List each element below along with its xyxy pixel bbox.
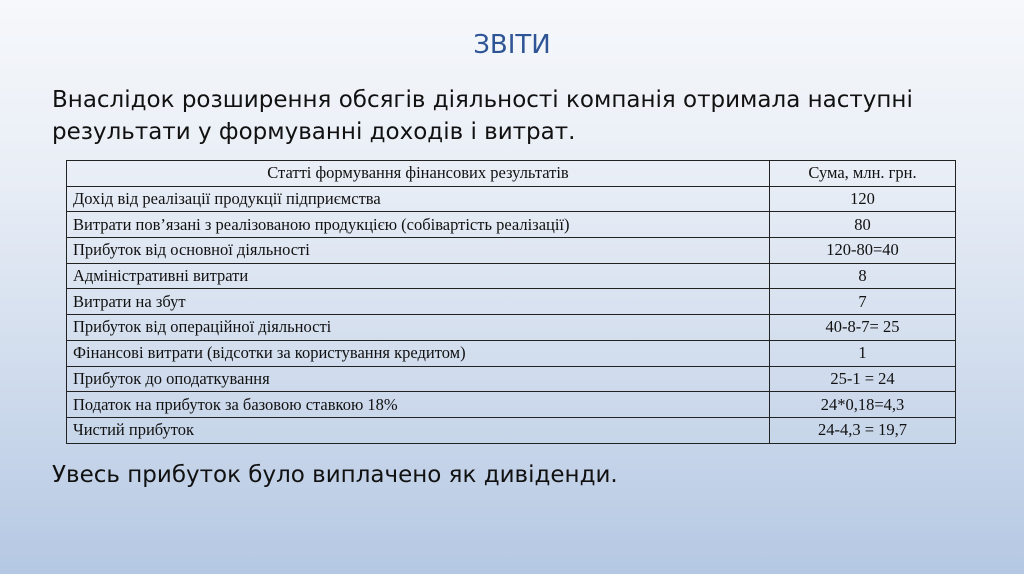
row-label: Прибуток від основної діяльності — [67, 238, 770, 264]
row-label: Прибуток до оподаткування — [67, 366, 770, 392]
table-row — [67, 392, 956, 418]
row-label: Прибуток від операційної діяльності — [67, 315, 770, 341]
row-label: Дохід від реалізації продукції підприємства — [67, 186, 770, 212]
row-label: Витрати пов’язані з реалізованою продукцією (собівартість реалізації) — [67, 212, 770, 238]
column-header-amount: Сума, млн. грн. — [770, 161, 956, 187]
column-header-items: Статті формування фінансових результатів — [67, 161, 770, 187]
table-row — [67, 238, 956, 264]
table-row — [67, 340, 956, 366]
table-header-row — [67, 161, 956, 187]
row-amount: 25-1 = 24 — [770, 366, 956, 392]
table-row — [67, 263, 956, 289]
table-row — [67, 186, 956, 212]
row-amount: 40-8-7= 25 — [770, 315, 956, 341]
row-label: Податок на прибуток за базовою ставкою 18% — [67, 392, 770, 418]
row-amount: 120 — [770, 186, 956, 212]
row-label: Адміністративні витрати — [67, 263, 770, 289]
row-amount: 7 — [770, 289, 956, 315]
table-row — [67, 366, 956, 392]
table-row — [67, 289, 956, 315]
table-row — [67, 315, 956, 341]
table-row — [67, 417, 956, 443]
row-label: Фінансові витрати (відсотки за користування кредитом) — [67, 340, 770, 366]
row-amount: 120-80=40 — [770, 238, 956, 264]
row-amount: 80 — [770, 212, 956, 238]
slide-title: ЗВІТИ — [473, 30, 551, 60]
row-label: Витрати на збут — [67, 289, 770, 315]
financial-results-table — [66, 160, 956, 444]
row-amount: 8 — [770, 263, 956, 289]
table-row — [67, 212, 956, 238]
row-label: Чистий прибуток — [67, 417, 770, 443]
intro-paragraph: Внаслідок розширення обсягів діяльності компанія отримала наступні результати у формуванні доходів і витрат. — [52, 87, 913, 145]
row-amount: 24*0,18=4,3 — [770, 392, 956, 418]
row-amount: 24-4,3 = 19,7 — [770, 417, 956, 443]
row-amount: 1 — [770, 340, 956, 366]
conclusion-text: Увесь прибуток було виплачено як дивіденди. — [52, 462, 618, 488]
